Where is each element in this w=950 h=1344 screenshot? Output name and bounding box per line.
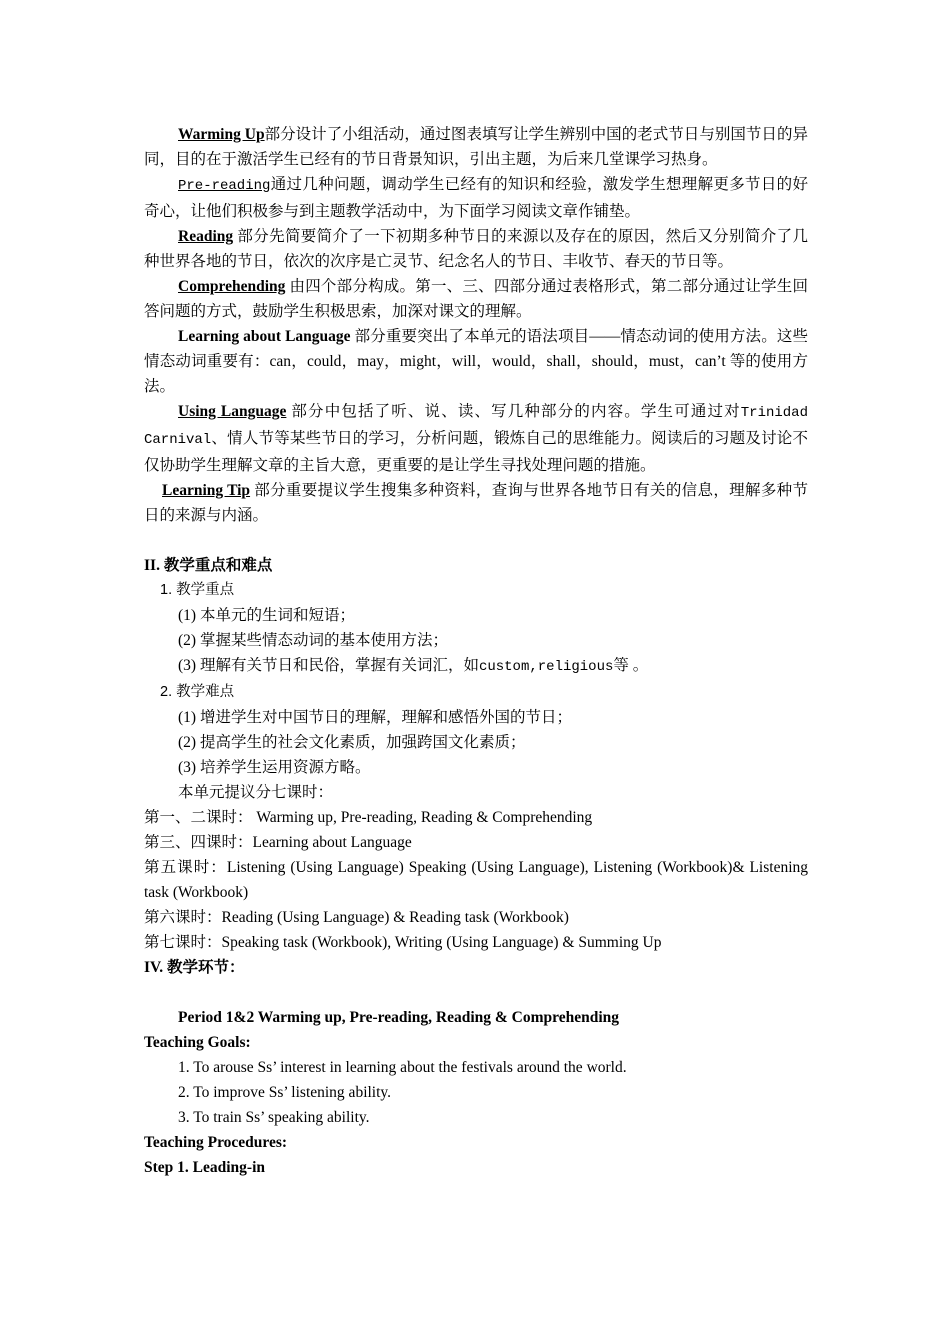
paragraph-text: 部分设计了小组活动，通过图表填写让学生辨别中国的老式节日与别国节日的异同，目的在于激活学生已经有的节日背景知识，引出主题，为后来几堂课学习热身。	[144, 126, 808, 168]
section-heading-procedure: IV. 教学环节：	[144, 959, 245, 976]
focus-item: (2) 掌握某些情态动词的基本使用方法；	[178, 632, 448, 649]
paragraph-text: 部分重要提议学生搜集多种资料，查询与世界各地节日有关的信息，理解多种节日的来源与内涵。	[144, 482, 808, 524]
focus-item: (1) 本单元的生词和短语；	[178, 607, 355, 624]
goal-item: 1. To arouse Ss’ interest in learning about the festivals around the world.	[178, 1059, 627, 1076]
schedule-line: 第三、四课时：Learning about Language	[144, 834, 412, 851]
paragraph-text: 、情人节等某些节日的学习，分析问题，锻炼自己的思维能力。阅读后的习题及讨论不仅协助学生理解文章的主旨大意，更重要的是让学生寻找处理问题的措施。	[144, 430, 808, 474]
paragraph-text: 由四个部分构成。第一、三、四部分通过表格形式，第二部分通过让学生回答问题的方式，鼓励学生积极思索，加深对课文的理解。	[144, 278, 808, 320]
goal-item: 3. To train Ss’ speaking ability.	[178, 1109, 370, 1126]
goal-item: 2. To improve Ss’ listening ability.	[178, 1084, 392, 1101]
step-heading: Step 1. Leading-in	[144, 1159, 266, 1176]
trinidad-carnival-text: Trinidad Carnival	[144, 405, 808, 448]
focus-item-mono: custom,religious	[478, 659, 614, 675]
term-using-language: Using Language	[178, 403, 287, 420]
paragraph-reading	[144, 224, 808, 274]
focus-title: 1. 教学重点	[160, 582, 235, 598]
paragraph-learning-about-language	[144, 324, 808, 399]
schedule-line: 第七课时：Speaking task (Workbook), Writing (Using Language) & Summing Up	[144, 934, 662, 951]
difficulty-item: (1) 增进学生对中国节日的理解，理解和感悟外国的节日；	[178, 709, 572, 726]
paragraph-using-language	[144, 399, 808, 478]
term-reading: Reading	[178, 228, 234, 245]
term-learning-about-language: Learning about Language	[178, 328, 351, 345]
focus-item	[144, 653, 808, 680]
term-comprehending: Comprehending	[178, 278, 286, 295]
difficulty-item: (3) 培养学生运用资源方略。	[178, 759, 371, 776]
section-heading-focus: II. 教学重点和难点	[144, 557, 273, 574]
focus-item-text: 等 。	[613, 657, 649, 674]
difficulty-item: (2) 提高学生的社会文化素质，加强跨国文化素质；	[178, 734, 526, 751]
paragraph-pre-reading	[144, 172, 808, 224]
difficulty-title: 2. 教学难点	[160, 684, 235, 700]
teaching-goals-label: Teaching Goals:	[144, 1034, 251, 1051]
paragraph-warming-up	[144, 122, 808, 172]
paragraph-text: 部分先简要简介了一下初期多种节日的来源以及存在的原因，然后又分别简介了几种世界各地的节日，依次的次序是亡灵节、纪念名人的节日、丰收节、春天的节日等。	[144, 228, 808, 270]
paragraph-text: 部分中包括了听、说、读、写几种部分的内容。学生可通过对	[286, 403, 741, 420]
schedule-line: 第五课时：Listening (Using Language) Speaking (Using Language), Listening (Workbook)& Listening task (Workbook)	[144, 859, 808, 901]
schedule-intro: 本单元提议分七课时：	[178, 784, 334, 801]
schedule-line: 第一、二课时： Warming up, Pre-reading, Reading & Comprehending	[144, 809, 593, 826]
term-pre-reading: Pre-reading	[178, 178, 271, 194]
teaching-procedures-label: Teaching Procedures:	[144, 1134, 288, 1151]
document-page	[144, 122, 808, 1180]
schedule-line: 第六课时：Reading (Using Language) & Reading task (Workbook)	[144, 909, 569, 926]
term-warming-up: Warming Up	[178, 126, 265, 143]
period-title: Period 1&2 Warming up, Pre-reading, Reading & Comprehending	[178, 1009, 620, 1026]
term-learning-tip: Learning Tip	[162, 482, 251, 499]
focus-item-text: (3) 理解有关节日和民俗，掌握有关词汇，如	[178, 657, 479, 674]
paragraph-learning-tip	[144, 478, 808, 528]
paragraph-text: 部分重要突出了本单元的语法项目——情态动词的使用方法。这些情态动词重要有：can，could，may，might，will，would，shall，should，must，can’t 等的使用方法。	[144, 328, 808, 395]
paragraph-comprehending	[144, 274, 808, 324]
spacer	[144, 980, 808, 1005]
spacer	[144, 528, 808, 553]
paragraph-text: 通过几种问题，调动学生已经有的知识和经验，激发学生想理解更多节日的好奇心，让他们积极参与到主题教学活动中，为下面学习阅读文章作铺垫。	[144, 176, 808, 220]
